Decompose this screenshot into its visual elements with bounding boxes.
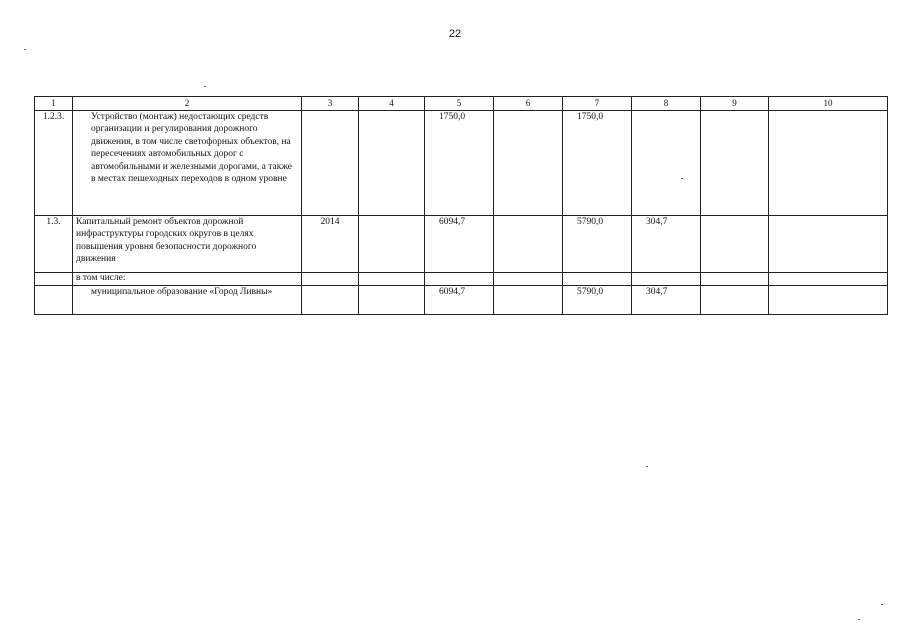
cell-col5: 6094,7 — [425, 216, 494, 273]
page-number: 22 — [448, 28, 462, 40]
cell-col6 — [494, 216, 563, 273]
cell-col6 — [494, 273, 563, 286]
cell-col6 — [494, 111, 563, 216]
cell-col7 — [563, 273, 632, 286]
header-cell: 8 — [632, 97, 701, 111]
table-row — [35, 286, 888, 315]
cell-col4 — [359, 111, 425, 216]
cell-col8 — [632, 273, 701, 286]
row-number: 1.3. — [35, 216, 73, 273]
cell-col9 — [701, 111, 769, 216]
cell-col10 — [769, 286, 888, 315]
cell-col4 — [359, 273, 425, 286]
table-row — [35, 111, 888, 216]
row-description: муниципальное образование «Город Ливны» — [73, 286, 302, 315]
header-cell: 10 — [769, 97, 888, 111]
header-cell: 5 — [425, 97, 494, 111]
table-row — [35, 273, 888, 286]
cell-col5: 1750,0 — [425, 111, 494, 216]
scan-speck — [881, 604, 883, 605]
cell-col10 — [769, 273, 888, 286]
cell-col4 — [359, 286, 425, 315]
header-cell: 6 — [494, 97, 563, 111]
table-row — [35, 216, 888, 273]
cell-col6 — [494, 286, 563, 315]
header-cell: 7 — [563, 97, 632, 111]
scan-speck — [24, 49, 26, 50]
header-cell: 2 — [73, 97, 302, 111]
cell-col3 — [302, 111, 359, 216]
cell-col3 — [302, 273, 359, 286]
cell-col5: 6094,7 — [425, 286, 494, 315]
cell-col3: 2014 — [302, 216, 359, 273]
cell-col10 — [769, 111, 888, 216]
cell-col10 — [769, 216, 888, 273]
header-cell: 9 — [701, 97, 769, 111]
cell-col5 — [425, 273, 494, 286]
cell-col9 — [701, 273, 769, 286]
header-cell: 3 — [302, 97, 359, 111]
row-description: Устройство (монтаж) недостающих средств организации и регулирования дорожного движения, в том числе светофорных объектов, на пересечениях автомобильных дорог с автомобильными и железными дорогами, а также в местах пешеходных переходов в одном уровне — [73, 111, 302, 216]
scan-speck — [204, 86, 206, 87]
scan-speck — [681, 178, 683, 179]
cell-col9 — [701, 216, 769, 273]
cell-col8 — [632, 111, 701, 216]
cell-col3 — [302, 286, 359, 315]
cell-col7: 5790,0 — [563, 286, 632, 315]
cell-col7: 5790,0 — [563, 216, 632, 273]
cell-col8: 304,7 — [632, 216, 701, 273]
row-number — [35, 273, 73, 286]
scan-speck — [858, 619, 860, 620]
cell-col8: 304,7 — [632, 286, 701, 315]
row-description: Капитальный ремонт объектов дорожной инфраструктуры городских округов в целях повышения уровня безопасности дорожного движения — [73, 216, 302, 273]
row-description: в том числе: — [73, 273, 302, 286]
row-number — [35, 286, 73, 315]
cell-col7: 1750,0 — [563, 111, 632, 216]
cell-col4 — [359, 216, 425, 273]
scan-speck — [646, 466, 648, 467]
cell-col9 — [701, 286, 769, 315]
header-cell: 4 — [359, 97, 425, 111]
header-cell: 1 — [35, 97, 73, 111]
row-number: 1.2.3. — [35, 111, 73, 216]
budget-table — [34, 96, 888, 315]
table-header-row — [35, 97, 888, 111]
